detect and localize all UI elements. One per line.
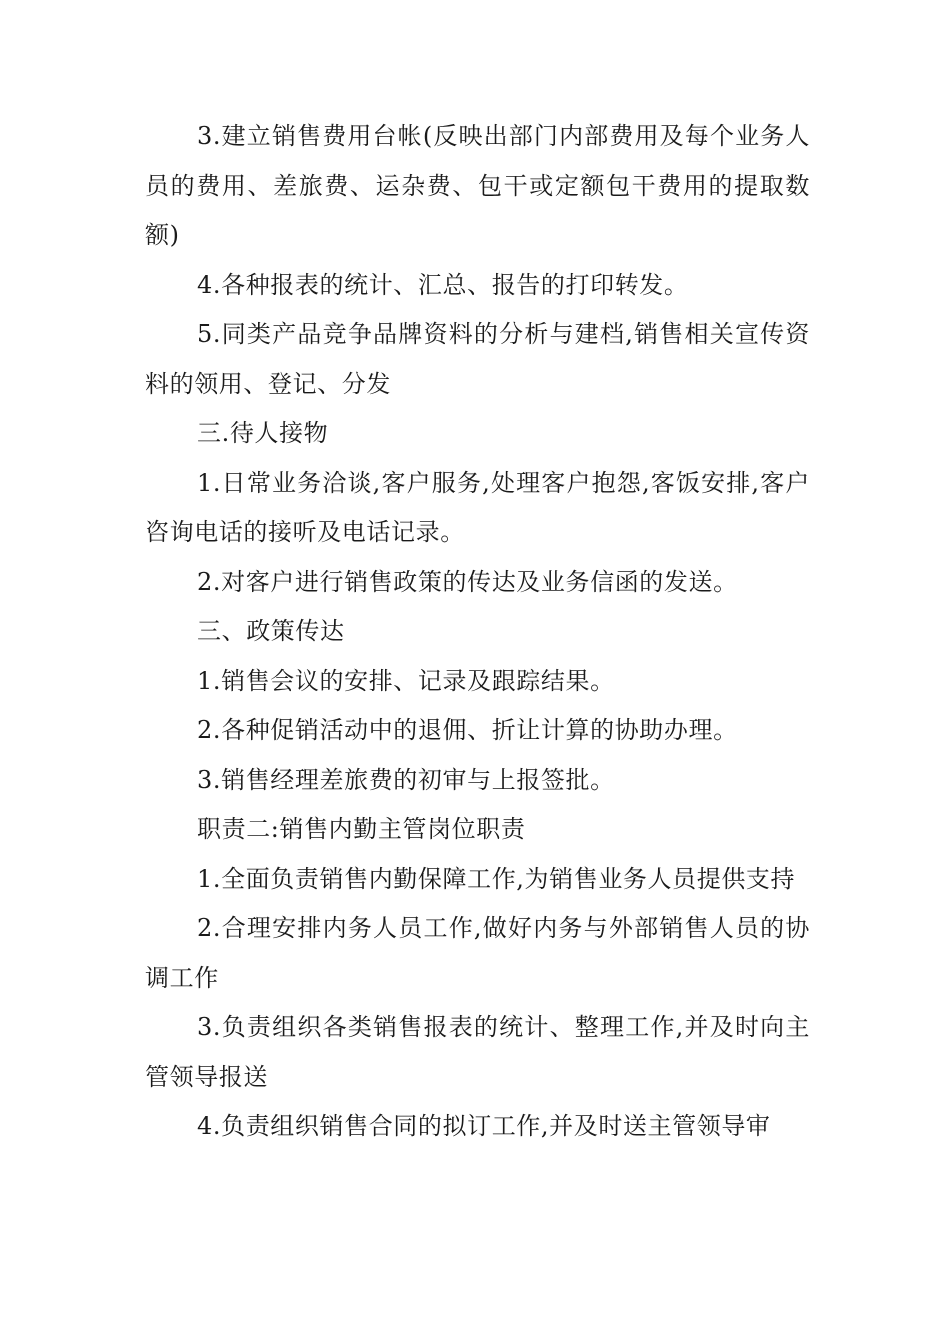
paragraph: 5.同类产品竞争品牌资料的分析与建档,销售相关宣传资料的领用、登记、分发 (145, 320, 810, 398)
paragraph: 3.销售经理差旅费的初审与上报签批。 (197, 765, 615, 794)
section-heading: 三、政策传达 (197, 617, 345, 645)
paragraph: 1.日常业务洽谈,客户服务,处理客户抱怨,客饭安排,客户咨询电话的接听及电话记录。 (145, 468, 810, 546)
document-body (145, 112, 810, 1152)
paragraph: 2.合理安排内务人员工作,做好内务与外部销售人员的协调工作 (145, 914, 810, 992)
paragraph: 2.对客户进行销售政策的传达及业务信函的发送。 (197, 567, 738, 596)
section-heading: 职责二:销售内勤主管岗位职责 (197, 815, 526, 843)
paragraph: 4.负责组织销售合同的拟订工作,并及时送主管领导审 (197, 1112, 771, 1140)
paragraph: 1.销售会议的安排、记录及跟踪结果。 (197, 666, 615, 695)
paragraph: 1.全面负责销售内勤保障工作,为销售业务人员提供支持 (197, 864, 796, 893)
paragraph: 3.建立销售费用台帐(反映出部门内部费用及每个业务人员的费用、差旅费、运杂费、包干或定额包干费用的提取数额) (145, 122, 810, 249)
section-heading: 三.待人接物 (197, 419, 329, 447)
paragraph: 2.各种促销活动中的退佣、折让计算的协助办理。 (197, 716, 738, 744)
paragraph: 4.各种报表的统计、汇总、报告的打印转发。 (197, 270, 689, 299)
paragraph: 3.负责组织各类销售报表的统计、整理工作,并及时向主管领导报送 (145, 1013, 810, 1091)
